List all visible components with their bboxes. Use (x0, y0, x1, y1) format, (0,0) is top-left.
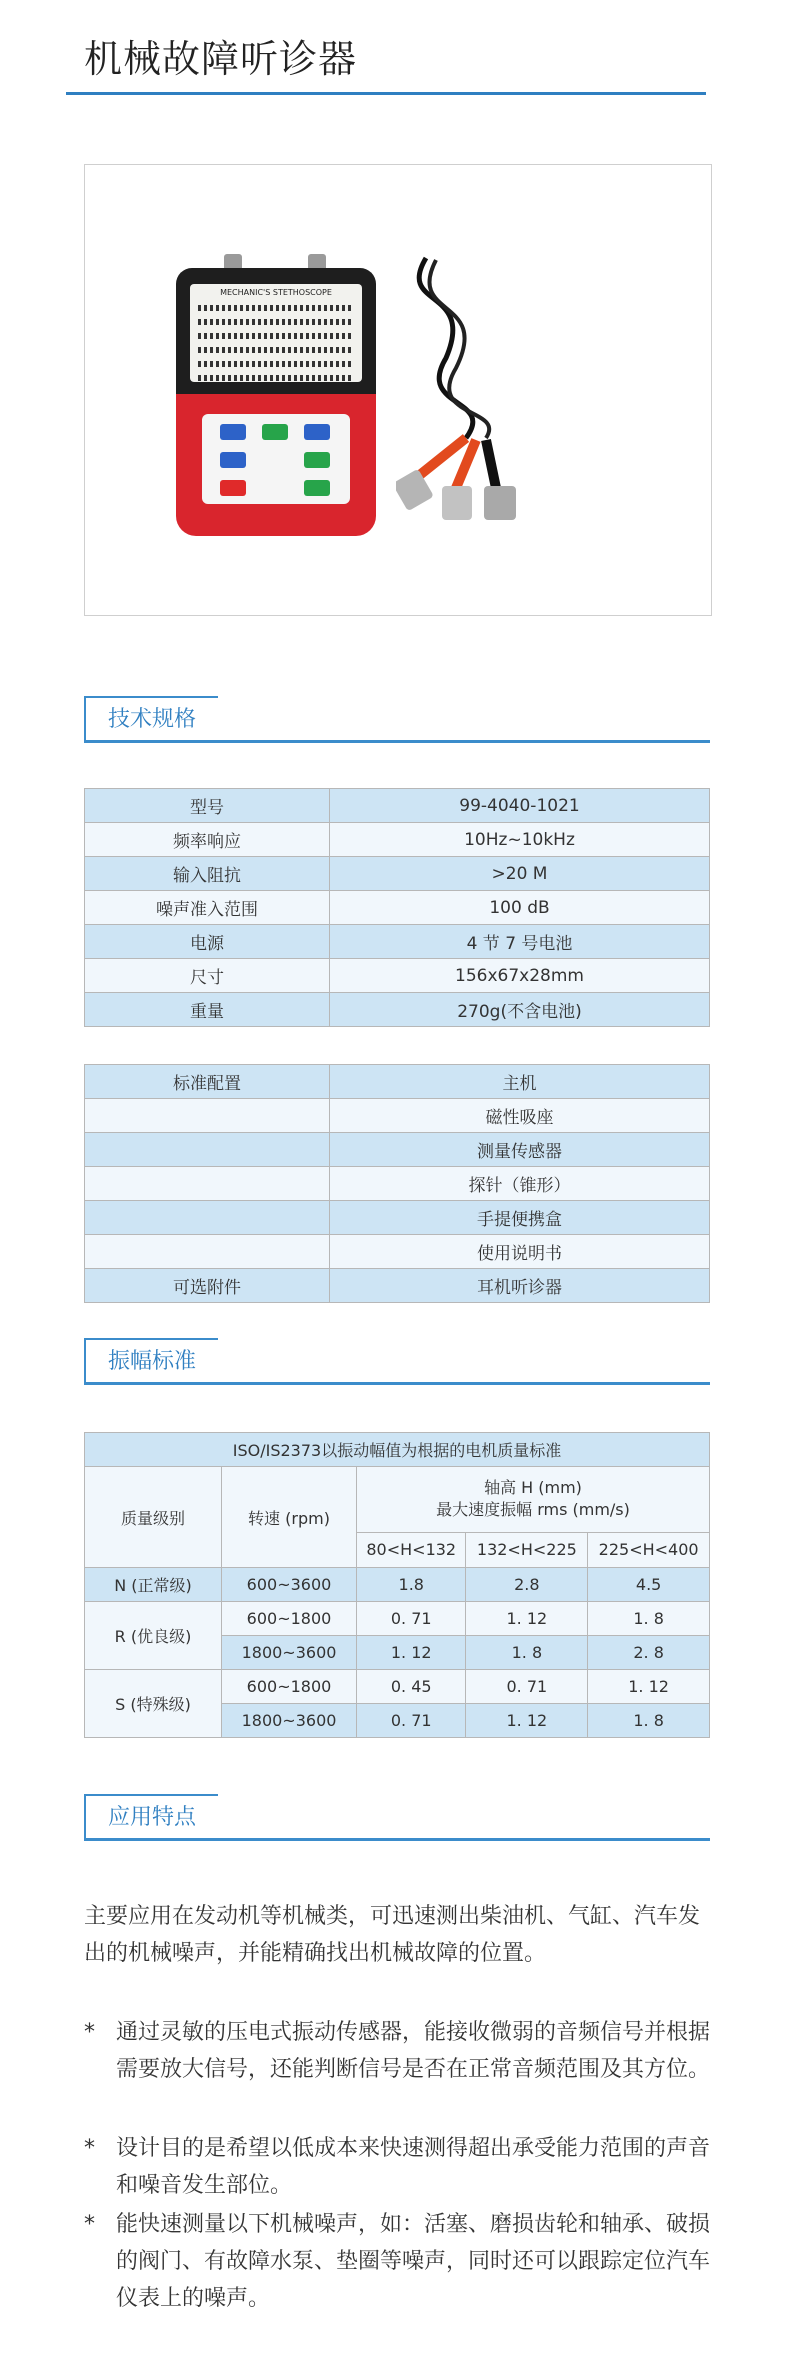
device-label-plate (190, 284, 362, 382)
device-button (304, 480, 330, 496)
table-row (85, 925, 710, 959)
column-header-line: 最大速度振幅 rms (mm/s) (436, 1500, 630, 1520)
config-label: 可选附件 (85, 1269, 330, 1303)
spec-value: 270g(不含电池) (330, 993, 710, 1027)
application-intro: 主要应用在发动机等机械类，可迅速测出柴油机、气缸、汽车发出的机械噪声，并能精确找出机械故障的位置。 (84, 1904, 701, 1966)
value-cell: 1. 8 (588, 1602, 710, 1636)
spec-value: >20 M (330, 857, 710, 891)
device-keypad (202, 414, 350, 504)
table-row (85, 1433, 710, 1467)
table-row (85, 1201, 710, 1235)
device-button (220, 480, 246, 496)
config-item: 磁性吸座 (330, 1099, 710, 1133)
spec-value: 156x67x28mm (330, 959, 710, 993)
application-bullet (84, 2014, 710, 2088)
table-row (85, 1602, 710, 1636)
value-cell: 4.5 (588, 1568, 710, 1602)
config-item: 手提便携盒 (330, 1201, 710, 1235)
table-row (85, 959, 710, 993)
bullet-mark: * (84, 2212, 95, 2237)
spec-label: 型号 (85, 789, 330, 823)
spec-label: 重量 (85, 993, 330, 1027)
column-header-line: 轴高 H (mm) (484, 1478, 582, 1498)
vibration-table-title: ISO/IS2373以振动幅值为根据的电机质量标准 (85, 1433, 710, 1467)
column-header: 转速 (rpm) (222, 1467, 357, 1568)
table-row (85, 1670, 710, 1704)
value-cell: 2.8 (466, 1568, 588, 1602)
application-bullet (84, 2206, 710, 2317)
table-row (85, 789, 710, 823)
speed-cell: 1800~3600 (222, 1704, 357, 1738)
range-header: 80<H<132 (357, 1532, 466, 1567)
device-button (220, 424, 246, 440)
value-cell: 1. 12 (466, 1704, 588, 1738)
value-cell: 0. 71 (466, 1670, 588, 1704)
bullet-text: 通过灵敏的压电式振动传感器，能接收微弱的音频信号并根据需要放大信号，还能判断信号是否在正常音频范围及其方位。 (116, 2020, 711, 2082)
value-cell: 0. 71 (357, 1602, 466, 1636)
sensor-cable-image (396, 248, 556, 548)
grade-cell: N (正常级) (85, 1568, 222, 1602)
spec-label: 频率响应 (85, 823, 330, 857)
device-button (262, 424, 288, 440)
table-row (85, 1167, 710, 1201)
table-row (85, 1269, 710, 1303)
vibration-table (84, 1432, 710, 1738)
device-button (304, 424, 330, 440)
section-title: 技术规格 (84, 696, 218, 742)
config-item: 主机 (330, 1065, 710, 1099)
spec-value: 99-4040-1021 (330, 789, 710, 823)
value-cell: 1. 12 (357, 1636, 466, 1670)
value-cell: 1. 8 (466, 1636, 588, 1670)
table-row (85, 1235, 710, 1269)
bullet-mark: * (84, 2136, 95, 2161)
value-cell: 1. 12 (588, 1670, 710, 1704)
grade-cell: S (特殊级) (85, 1670, 222, 1738)
title-divider (66, 92, 706, 95)
value-cell: 1. 12 (466, 1602, 588, 1636)
table-row (85, 993, 710, 1027)
device-label-text: MECHANIC'S STETHOSCOPE (220, 288, 332, 297)
speed-cell: 600~1800 (222, 1670, 357, 1704)
value-cell: 0. 71 (357, 1704, 466, 1738)
value-cell: 2. 8 (588, 1636, 710, 1670)
table-row (85, 891, 710, 925)
spec-value: 4 节 7 号电池 (330, 925, 710, 959)
table-row (85, 1065, 710, 1099)
section-title: 应用特点 (84, 1794, 218, 1840)
grade-cell: R (优良级) (85, 1602, 222, 1670)
table-row (85, 823, 710, 857)
device-button (304, 452, 330, 468)
value-cell: 0. 45 (357, 1670, 466, 1704)
table-row (85, 1568, 710, 1602)
device-upper-body (176, 268, 376, 398)
bullet-text: 设计目的是希望以低成本来快速测得超出承受能力范围的声音和噪音发生部位。 (116, 2136, 711, 2198)
value-cell: 1.8 (357, 1568, 466, 1602)
table-row (85, 857, 710, 891)
config-item: 使用说明书 (330, 1235, 710, 1269)
config-item: 测量传感器 (330, 1133, 710, 1167)
table-row (85, 1099, 710, 1133)
speed-cell: 600~3600 (222, 1568, 357, 1602)
bullet-text: 能快速测量以下机械噪声，如：活塞、磨损齿轮和轴承、破损的阀门、有故障水泵、垫圈等噪声，同时还可以跟踪定位汽车仪表上的噪声。 (116, 2212, 711, 2311)
spec-label: 噪声准入范围 (85, 891, 330, 925)
column-header (357, 1467, 710, 1533)
section-title: 振幅标准 (84, 1338, 218, 1384)
spec-value: 10Hz~10kHz (330, 823, 710, 857)
spec-value: 100 dB (330, 891, 710, 925)
section-header-specs (84, 696, 710, 740)
spec-label: 输入阻抗 (85, 857, 330, 891)
column-header: 质量级别 (85, 1467, 222, 1568)
section-header-vibration (84, 1338, 710, 1382)
range-header: 132<H<225 (466, 1532, 588, 1567)
speed-cell: 600~1800 (222, 1602, 357, 1636)
spec-label: 电源 (85, 925, 330, 959)
page-title: 机械故障听诊器 (84, 37, 358, 81)
stethoscope-device-image (176, 268, 376, 536)
config-label: 标准配置 (85, 1065, 330, 1099)
device-lower-body (176, 394, 376, 536)
config-table (84, 1064, 710, 1303)
bullet-mark: * (84, 2020, 95, 2045)
spec-label: 尺寸 (85, 959, 330, 993)
speed-cell: 1800~3600 (222, 1636, 357, 1670)
application-bullet (84, 2130, 710, 2204)
config-item: 探针（锥形） (330, 1167, 710, 1201)
table-row (85, 1467, 710, 1533)
specs-table (84, 788, 710, 1027)
device-button (220, 452, 246, 468)
range-header: 225<H<400 (588, 1532, 710, 1567)
section-header-application (84, 1794, 710, 1838)
config-item: 耳机听诊器 (330, 1269, 710, 1303)
table-row (85, 1133, 710, 1167)
value-cell: 1. 8 (588, 1704, 710, 1738)
